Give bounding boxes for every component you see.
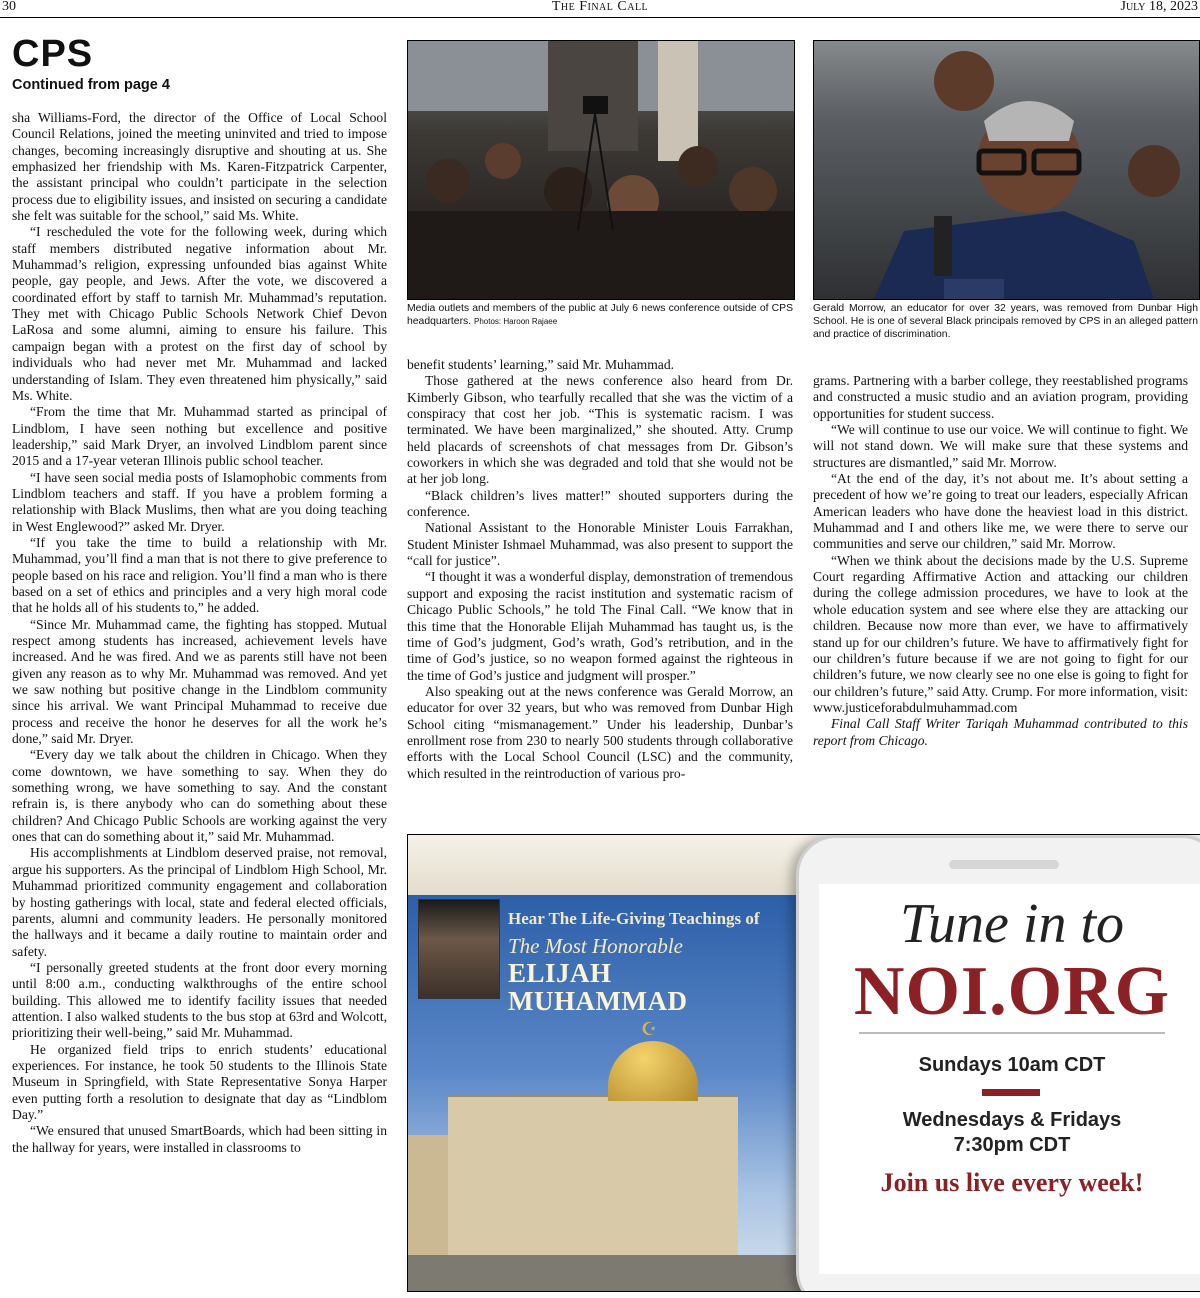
paragraph: National Assistant to the Honorable Minister Louis Farrakhan, Student Minister Ishmael Muhammad, was also present to support the “call for justice”. <box>407 520 793 569</box>
gerald-morrow-photo <box>813 40 1200 300</box>
paragraph: He organized field trips to enrich students’ educational experiences. For instance, he took 50 students to the Illinois State Museum in Springfield, with State Representative Sonya Harper even putting forth a resolution to designate that day as “Lindblom Day.” <box>12 1041 387 1122</box>
paragraph: “If you take the time to build a relationship with Mr. Muhammad, you’ll find a man that is not there to give preference to people based on his race and religion. You’ll find a man who is there based on a set of ethics and principles and a very high moral code that he holds all of his students to,” he added. <box>12 534 387 616</box>
page-number: 30 <box>2 0 16 14</box>
ad-most-line: The Most Honorable <box>508 934 683 958</box>
ad-weekday-time: 7:30pm CDT <box>953 1134 1071 1156</box>
ad-name-first: ELIJAH <box>508 958 612 988</box>
paragraph: His accomplishments at Lindblom deserved praise, not removal, argue his supporters. As the principal of Lindblom High School, Mr. Muhammad prioritized community engagement and collaboration by hosting gatherings with local, state and federal elected officials, parents, alumni and community leaders. He personally monitored the hallways and it became a daily routine to maintain order and safety. <box>12 845 387 959</box>
page-header <box>0 0 1200 18</box>
paragraph: “I thought it was a wonderful display, demonstration of tremendous support and exposing the racist institution and systematic racism of Chicago Public Schools,” he told The Final Call. “We know that in this time that the Honorable Elijah Muhammad has taught us, is the time of God’s judgment, God’s wrath, God’s retribution, and in the time of God’s justice, so no weapon formed against the righteous in the time of God’s justice and judgment will prosper.” <box>407 569 793 683</box>
paragraph: “When we think about the decisions made by the U.S. Supreme Court regarding Affirmative Action and attacking our children during the college admission procedures, we have to look at the whole education system and see where else they are attacking our children. Because now more than ever, we have to affirmatively stand up for our children’s future. We have to affirmatively fight for our children’s future because if we are not going to fight for our children’s future, we now clearly see no one else is going to fight for our children’s future,” said Atty. Crump. For more information, visit: www.justiceforabdulmuhammad.com <box>813 552 1188 715</box>
article-column-2 <box>407 357 793 782</box>
paragraph: “I rescheduled the vote for the following week, during which staff members distributed negative information about Mr. Muhammad’s religion, expressing unfounded bias against White people, gay people, and Jews. After the vote, we discovered a coordinated effort by staff to tarnish Mr. Muhammad’s reputation. They met with Chicago Public Schools Network Chief Devon LaRosa and some alumni, aiming to ensure his failure. This campaign began with a protest on the first day of school by individuals who had never met Mr. Muhammad and lacked understanding of Islam. They even threatened him physically,” said Ms. White. <box>12 224 387 403</box>
noi-advertisement <box>407 834 1200 1292</box>
photo-caption-1 <box>407 302 793 328</box>
paragraph: “We will continue to use our voice. We will continue to fight. We will not stand down. We will make sure that these systems and structures are dismantled,” said Mr. Morrow. <box>813 422 1188 470</box>
mosque-building <box>448 1095 738 1257</box>
issue-date: July 18, 2023 <box>1120 0 1198 14</box>
continued-line: Continued from page 4 <box>12 77 170 93</box>
paragraph: Those gathered at the news conference also heard from Dr. Kimberly Gibson, who tearfully recalled that she was the victim of a conspiracy that cost her job. “This is systematic racism. I was terminated. We have been marginalized,” she shouted. Atty. Crump held placards of screenshots of chat messages from Dr. Gibson’s coworkers in which she was degraded and told that she would not be at her job long. <box>407 373 793 487</box>
ad-name-last: MUHAMMAD <box>508 986 688 1016</box>
ad-tune-in: Tune in to <box>899 893 1125 955</box>
caption-text: Media outlets and members of the public at July 6 news conference outside of CPS headquarters. <box>407 303 793 327</box>
article-kicker: CPS <box>12 33 94 75</box>
paragraph: grams. Partnering with a barber college, they reestablished programs and constructed a music studio and an aviation program, providing opportunities for student success. <box>813 373 1188 421</box>
paragraph: “Black children’s lives matter!” shouted supporters during the conference. <box>407 487 793 520</box>
elijah-muhammad-portrait <box>418 899 500 999</box>
photo-credit: Photos: Haroon Rajaee <box>474 317 558 326</box>
paragraph: benefit students’ learning,” said Mr. Muhammad. <box>407 357 675 372</box>
ad-website: NOI.ORG <box>853 953 1171 1030</box>
paragraph: “I have seen social media posts of Islamophobic comments from Lindblom teachers and staff. If you have a problem forming a relationship with Black Muslims, then what are you doing teaching in West Englewood?” asked Mr. Dryer. <box>12 469 387 534</box>
article-column-3 <box>813 373 1188 749</box>
paragraph: “Since Mr. Muhammad came, the fighting has stopped. Mutual respect among students has increased, achievement levels have increased. And he was fired. And we as parents still have not been given any reason as to why Mr. Muhammad was removed. And yet we saw nothing but positive change in the Lindblom community since his arrival. We want Principal Muhammad to receive due process and receive the honor he deserves for all the work he’s done,” said Mr. Dryer. <box>12 616 387 747</box>
ad-weekdays: Wednesdays & Fridays <box>902 1109 1122 1131</box>
paragraph: sha Williams-Ford, the director of the Office of Local School Council Relations, joined the meeting uninvited and tried to impose changes, becoming increasingly disruptive and shouting at us. She emphasized her friendship with Ms. Karen-Fitzpatrick Carpenter, the assistant principal who couldn’t participate in the selection process due to eligibility issues, and insisted on securing a candidate she felt was suitable for the school,” said Ms. White. <box>12 110 387 224</box>
ad-sundays: Sundays 10am CDT <box>918 1054 1106 1076</box>
photo-caption-2: Gerald Morrow, an educator for over 32 years, was removed from Dunbar High School. He is one of several Black principals removed by CPS in an alleged pattern and practice of discrimination. <box>813 303 1198 340</box>
paragraph: Also speaking out at the news conference was Gerald Morrow, an educator for over 32 years, but who was removed from Dunbar High School citing “mismanagement.” Under his leadership, Dunbar’s enrollment rose from 230 to nearly 500 students through collaborative efforts with the Local School Council (LSC) and the community, which resulted in the reintroduction of various pro- <box>407 683 793 781</box>
paragraph: “I personally greeted students at the front door every morning until 8:00 a.m., conducting walkthroughs of the entire school building. This allowed me to identify facility issues that needed attention. I also walked students to the bus stop at 63rd and Wolcott, prioritizing their well-being,” said Mr. Muhammad. <box>12 959 387 1041</box>
crescent-icon: ☪ <box>641 1019 658 1039</box>
ad-hear-line: Hear The Life-Giving Teachings of <box>508 909 760 928</box>
ad-weekday-schedule <box>819 1108 1200 1158</box>
ad-red-bar <box>982 1089 1040 1096</box>
phone-graphic <box>796 835 1200 1292</box>
speaker-illustration <box>814 41 1199 299</box>
crowd-illustration <box>408 41 794 299</box>
publication-name: The Final Call <box>551 0 649 14</box>
paragraph: Final Call Staff Writer Tariqah Muhammad contributed to this report from Chicago. <box>813 716 1188 748</box>
news-conference-photo <box>407 40 795 300</box>
phone-screen <box>819 884 1200 1274</box>
paragraph: “We ensured that unused SmartBoards, which had been sitting in the hallway for years, were installed in classrooms to <box>12 1123 387 1155</box>
phone-speaker <box>949 860 1059 869</box>
article-column-1 <box>12 110 387 1156</box>
ad-ground <box>408 1255 808 1291</box>
ad-name <box>508 959 687 1015</box>
paragraph: “From the time that Mr. Muhammad started as principal of Lindblom, I have seen nothing but excellence and positive leadership,” said Mark Dryer, an involved Lindblom parent since 2015 and a 17-year veteran Illinois public school teacher. <box>12 404 387 469</box>
ad-divider <box>859 1032 1165 1034</box>
paragraph: “At the end of the day, it’s not about me. It’s about setting a precedent of how we’re going to treat our leaders, especially African American leaders who have done the heaviest load in this district. Muhammad and I and others like me, we were there to serve our communities and serve our children,” said Mr. Morrow. <box>813 471 1188 552</box>
ad-join-line: Join us live every week! <box>880 1168 1144 1197</box>
paragraph: “Every day we talk about the children in Chicago. When they come downtown, we have something to say. When they do something wrong, we have something to say. And the constant refrain is, is there anybody who can do something about these children? And Chicago Public Schools are working against the very ones that can do something about it,” said Mr. Muhammad. <box>12 747 387 845</box>
